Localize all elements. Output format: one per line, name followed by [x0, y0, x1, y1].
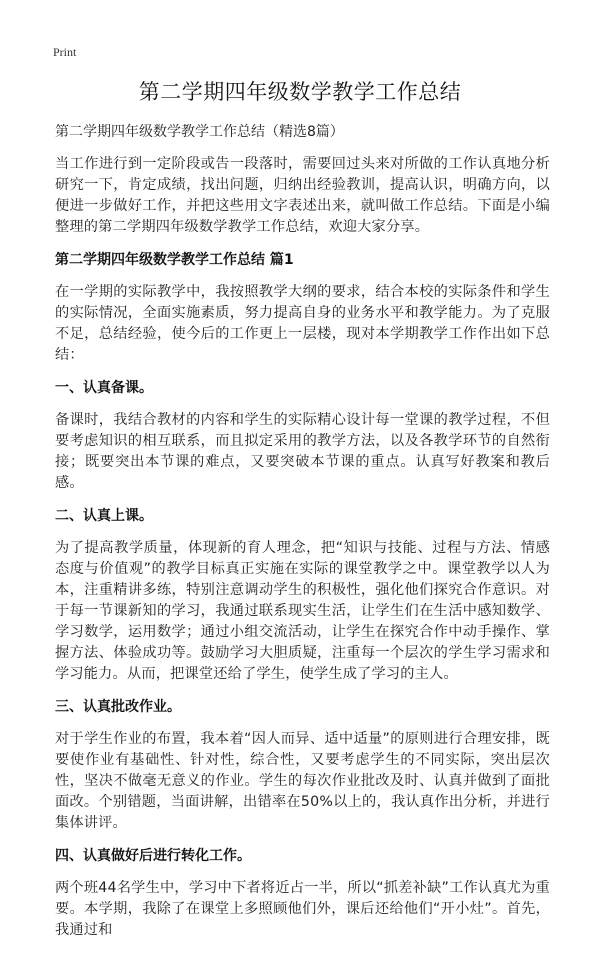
section-heading: 四、认真做好后进行转化工作。: [55, 848, 251, 864]
section-body: 对于学生作业的布置，我本着“因人而异、适中适量”的原则进行合理安排，既要使作业有基础性、针对性，综合性，又要考虑学生的不同实际，突出层次性，坚决不做毫无意义的作业。学生的每次作业批改及时、认真并做到了面批面改。个别错题，当面讲解，出错率在50%以上的，我认真作出分析，并进行集体讲评。: [55, 731, 550, 831]
section-body: 为了提高教学质量，体现新的育人理念，把“知识与技能、过程与方法、情感态度与价值观”的教学目标真正实施在实际的课堂教学之中。课堂教学以人为本，注重精讲多练，特别注意调动学生的积极性，强化他们探究合作意识。对于每一节课新知的学习，我通过联系现实生活，让学生们在生活中感知数学、学习数学，运用数学；通过小组交流活动，让学生在探究合作中动手操作、掌握方法、体验成功等。鼓励学习大胆质疑，注重每一个层次的学生学习需求和学习能力。从而，把课堂还给了学生，使学生成了学习的主人。: [55, 540, 550, 682]
subtitle: 第二学期四年级数学教学工作总结（精选8篇）: [55, 124, 344, 140]
article-intro-paragraph: 在一学期的实际教学中，我按照教学大纲的要求，结合本校的实际条件和学生的实际情况，全面实施素质，努力提高自身的业务水平和教学能力。为了克服不足，总结经验，使今后的工作更上一层楼，现对本学期教学工作作出如下总结：: [55, 284, 550, 363]
article-content: [55, 122, 550, 953]
section-body: 两个班44名学生中，学习中下者将近占一半，所以“抓差补缺”工作认真尤为重要。本学期，我除了在课堂上多照顾他们外，课后还给他们“开小灶”。首先，我通过和: [55, 880, 550, 938]
section-heading: 二、认真上课。: [55, 508, 153, 524]
section-heading: 三、认真批改作业。: [55, 699, 181, 715]
section-heading: 一、认真备课。: [55, 380, 153, 396]
section-body: 备课时，我结合教材的内容和学生的实际精心设计每一堂课的教学过程，不但要考虑知识的相互联系，而且拟定采用的教学方法，以及各教学环节的自然衔接；既要突出本节课的难点，又要突破本节课的重点。认真写好教案和教后感。: [55, 412, 550, 491]
intro-paragraph: 当工作进行到一定阶段或告一段落时，需要回过头来对所做的工作认真地分析研究一下，肯定成绩，找出问题，归纳出经验教训，提高认识，明确方向，以便进一步做好工作，并把这些用文字表述出来，就叫做工作总结。下面是小编整理的第二学期四年级数学教学工作总结，欢迎大家分享。: [55, 156, 550, 235]
article-heading: 第二学期四年级数学教学工作总结 篇1: [55, 252, 294, 268]
print-link[interactable]: Print: [53, 45, 77, 59]
page-title: 第二学期四年级数学教学工作总结: [138, 80, 462, 104]
